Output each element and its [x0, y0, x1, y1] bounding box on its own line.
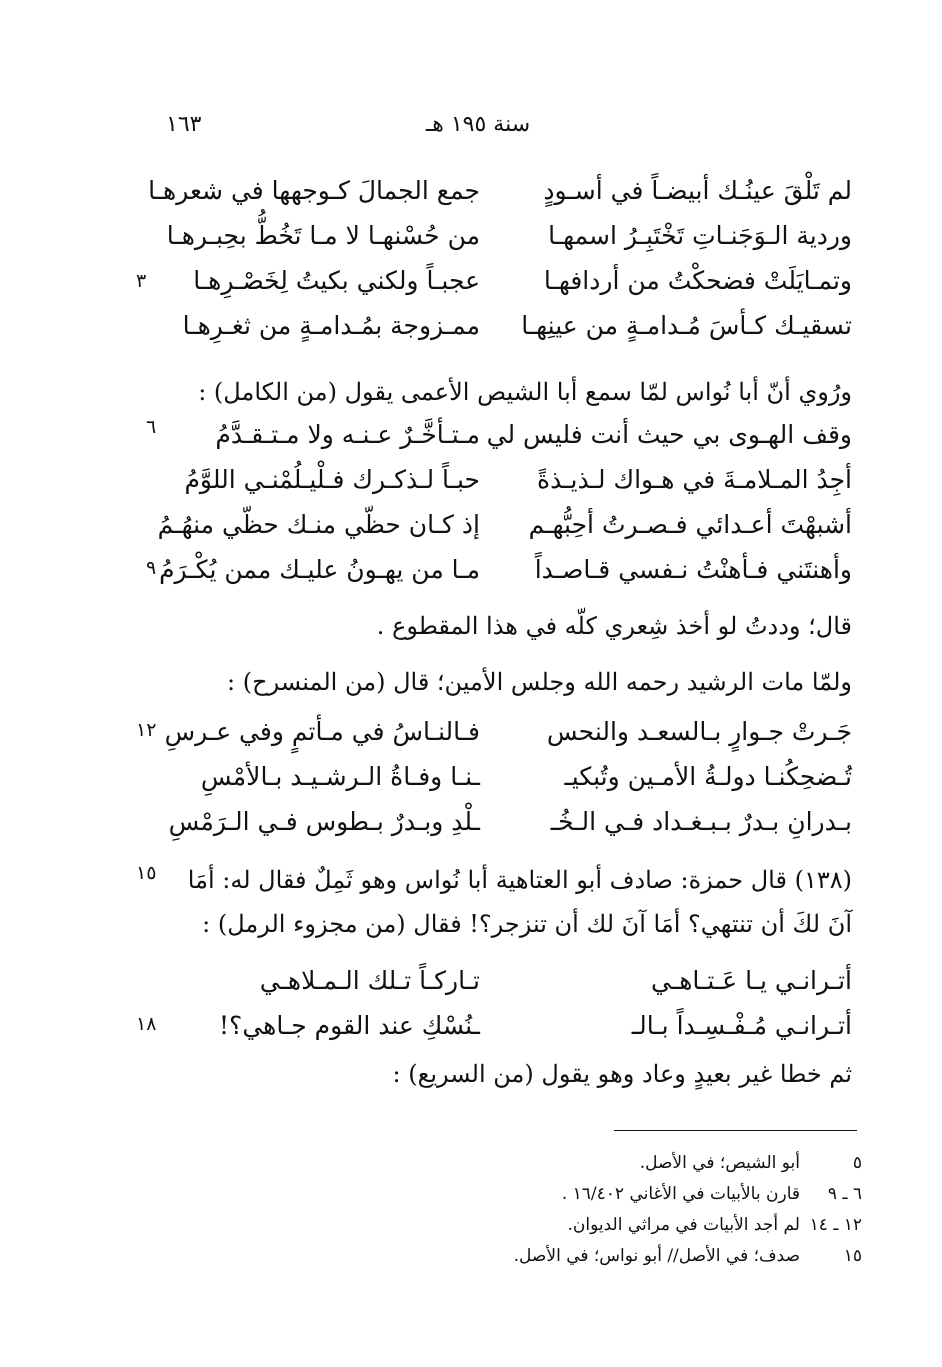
footnote-divider — [614, 1130, 857, 1131]
verse-line — [0, 221, 942, 265]
verse-line — [0, 176, 942, 220]
footnote-text: صدف؛ في الأصل// أبو نواس؛ في الأصل. — [513, 1246, 800, 1266]
second-hemistich: مـا من يهـونُ عليـك ممن يُكْـرَمُ — [159, 555, 480, 584]
second-hemistich: من حُسْنهـا لا مـا تَخُطُّ بحِبـرهـا — [166, 221, 480, 250]
verse-line — [0, 807, 942, 851]
second-hemistich: فـالنـاسُ في مـأتمٍ وفي عـرسِ — [164, 717, 480, 746]
running-title: سنة ١٩٥ هـ — [425, 112, 531, 137]
page-number: ١٦٣ — [166, 112, 202, 137]
footnote — [462, 1215, 862, 1243]
second-hemistich: تـاركـاً تـلك الـمـلاهـي — [259, 966, 480, 995]
first-hemistich: لم تَلْقَ عينُـك أبيضـاً في أسـودٍ — [543, 176, 852, 205]
first-hemistich: أشبهْتَ أعـدائي فـصـرتُ أحِبُّهـم — [528, 510, 852, 539]
verse-line — [0, 1011, 942, 1055]
verse-line — [0, 510, 942, 554]
first-hemistich: أتـرانـي يـا عَـتـاهـي — [651, 966, 852, 995]
verse-line — [0, 416, 942, 464]
first-hemistich: أجِدُ المـلامـةَ في هـواك لـذيـذةً — [536, 465, 852, 494]
verse-line — [0, 555, 942, 599]
verse-line — [0, 717, 942, 761]
verse-line — [0, 266, 942, 310]
line-number: ٦ — [146, 416, 157, 438]
first-hemistich: وتمـايَلَتْ فضحكْتُ من أردافهـا — [543, 266, 852, 295]
narrative-paragraph-line: (١٣٨) قال حمزة: صادف أبو العتاهية أبا نُواس وهو ثَمِلٌ فقال له: أمَا — [187, 866, 852, 894]
footnote-text: لم أجد الأبيات في مراثي الديوان. — [567, 1215, 800, 1235]
second-hemistich: ـنـا وفـاةُ الـرشـيـد بـالأمْسِ — [200, 762, 480, 791]
intro-paragraph: ثم خطا غير بعيدٍ وعاد وهو يقول (من السريع) : — [392, 1060, 852, 1088]
verse-line — [0, 762, 942, 806]
first-hemistich: تسقيـك كـأسَ مُـدامـةٍ من عينِهـا — [521, 311, 852, 340]
second-hemistich: مـتـأخَّـرٌ عـنـه ولا مـتـقـدَّمُ — [215, 420, 480, 449]
footnote-number: ١٥ — [843, 1246, 862, 1266]
second-hemistich: عجبـاً ولكني بكيتُ لِخَصْـرِهـا — [193, 266, 480, 295]
verse-line — [0, 966, 942, 1010]
verse-line — [0, 465, 942, 509]
second-hemistich: جمع الجمالَ كـوجهها في شعرهـا — [148, 176, 480, 205]
first-hemistich: بـدرانِ بـدرٌ بـبـغـداد فـي الـخُـ — [550, 807, 852, 836]
remark-paragraph: قال؛ وددتُ لو أخذ شِعري كلّه في هذا المقطوع . — [376, 612, 852, 640]
second-hemistich: ـلْدِ وبـدرٌ بـطوس فـي الـرَمْسِ — [168, 807, 480, 836]
footnote — [462, 1184, 862, 1212]
footnote — [462, 1246, 862, 1274]
footnote-number: ١٢ ـ ١٤ — [809, 1215, 862, 1235]
line-number: ١٨ — [136, 1013, 157, 1035]
second-hemistich: إذ كـان حظّي منـك حظّي منهُـمُ — [157, 510, 480, 539]
footnote-number: ٦ ـ ٩ — [827, 1184, 862, 1204]
footnote-text: قارن بالأبيات في الأغاني ١٦/٤٠٢ . — [561, 1184, 800, 1204]
intro-paragraph: ورُوي أنّ أبا نُواس لمّا سمع أبا الشيص الأعمى يقول (من الكامل) : — [198, 378, 852, 406]
line-number: ١٥ — [136, 862, 157, 884]
line-number: ٣ — [136, 270, 147, 292]
second-hemistich: ممـزوجة بمُـدامـةٍ من ثغـرِهـا — [182, 311, 480, 340]
footnote-text: أبو الشيص؛ في الأصل. — [639, 1153, 800, 1173]
verse-line — [0, 311, 942, 355]
narrative-paragraph-line: آنَ لكَ أن تنتهي؟ أمَا آنَ لك أن تنزجر؟! فقال (من مجزوء الرمل) : — [202, 910, 852, 938]
footnote-number: ٥ — [852, 1153, 862, 1173]
intro-paragraph: ولمّا مات الرشيد رحمه الله وجلس الأمين؛ قال (من المنسرح) : — [227, 668, 852, 696]
second-hemistich: ـنُسْكِ عند القوم جـاهي؟! — [219, 1011, 480, 1040]
footnote — [462, 1153, 862, 1181]
first-hemistich: وقف الهـوى بي حيث أنت فليس لي — [486, 420, 852, 449]
first-hemistich: جَـرتْ جـوارٍ بـالسعـد والنحس — [546, 717, 852, 746]
line-number: ٩ — [146, 557, 157, 579]
first-hemistich: وردية الـوَجَنـاتِ تَخْتَبِـرُ اسمهـا — [548, 221, 852, 250]
second-hemistich: حبـاً لـذكـرك فـلْيـلُمْنـي اللوَّمُ — [184, 465, 480, 494]
first-hemistich: وأهنتَني فـأهنْتُ نـفسي قـاصـداً — [534, 555, 852, 584]
line-number: ١٢ — [136, 719, 157, 741]
first-hemistich: أتـرانـي مُـفْـسِـداً بـالـ — [631, 1011, 852, 1040]
first-hemistich: تُـضحِكُنـا دولـةُ الأمـين وتُبكيـ — [564, 762, 852, 791]
